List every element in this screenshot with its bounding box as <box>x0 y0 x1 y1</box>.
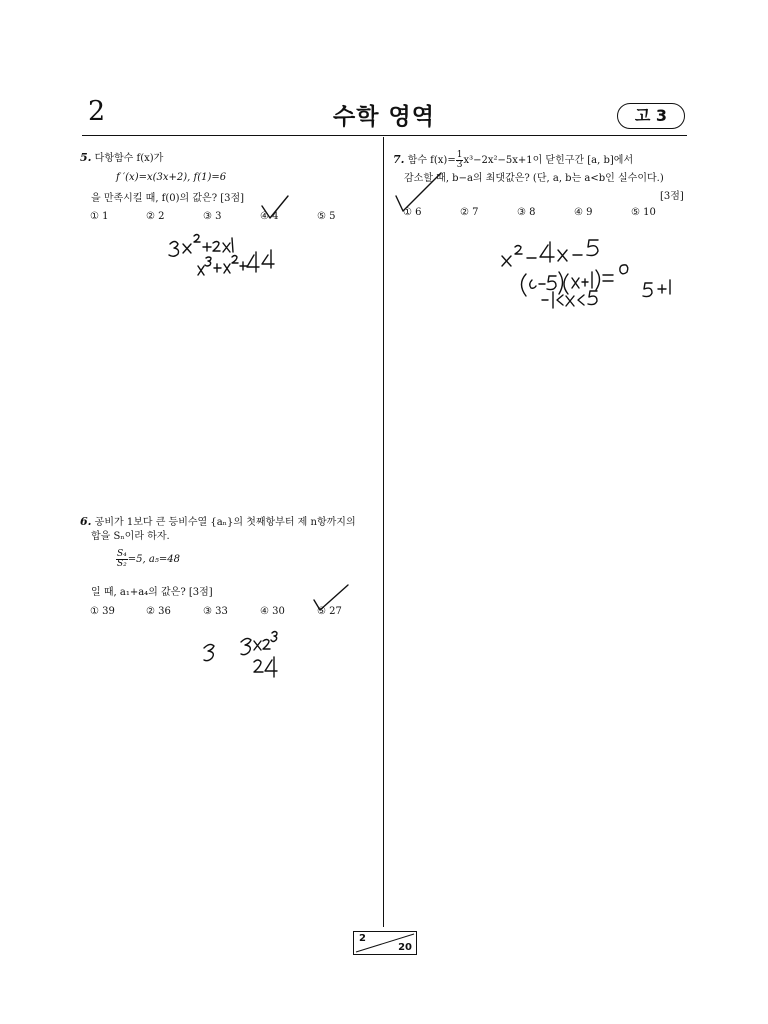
question-6-stem <box>80 515 356 530</box>
column-divider <box>383 137 384 927</box>
question-7-choices <box>403 207 683 221</box>
question-5-choices <box>90 211 370 225</box>
question-5-stem <box>80 151 163 166</box>
question-7-stem <box>393 151 633 170</box>
q5-handwriting-line1 <box>169 235 233 257</box>
header-divider <box>82 135 687 136</box>
q7-handwriting-side <box>643 280 670 297</box>
choice-4[interactable]: ④ 9 <box>574 207 593 218</box>
choice-5[interactable]: ⑤ 10 <box>631 207 656 218</box>
choice-4[interactable]: ④ 30 <box>260 606 285 617</box>
choice-4[interactable]: ④ 4 <box>260 211 279 222</box>
fraction-denominator: S₂ <box>117 559 127 569</box>
q5-handwriting-line2 <box>198 250 274 275</box>
question-5-stem-text: 다항함수 f(x)가 <box>94 153 164 164</box>
choice-5[interactable]: ⑤ 27 <box>317 606 342 617</box>
question-6-fraction <box>116 550 128 569</box>
question-7-number: 7. <box>393 153 405 166</box>
question-7-stem-pre: 함수 f(x)= <box>407 155 456 166</box>
choice-1[interactable]: ① 6 <box>403 207 422 218</box>
q7-handwriting-line2 <box>522 265 628 296</box>
fraction-denominator: 3 <box>456 160 463 170</box>
page-number: 2 <box>88 96 106 127</box>
question-6-stem-line2: 합을 Sₙ이라 하자. <box>91 531 170 542</box>
page-title: 수학 영역 <box>333 104 435 130</box>
question-6-ask: 일 때, a₁+a₄의 값은? [3점] <box>91 587 213 598</box>
question-5-condition: f ′(x)=x(3x+2), f(1)=6 <box>116 172 227 183</box>
question-6-choices <box>90 606 370 620</box>
choice-2[interactable]: ② 36 <box>146 606 171 617</box>
grade-badge: 고 3 <box>617 103 685 129</box>
choice-2[interactable]: ② 2 <box>146 211 165 222</box>
question-5-number: 5. <box>80 151 92 164</box>
choice-1[interactable]: ① 39 <box>90 606 115 617</box>
choice-1[interactable]: ① 1 <box>90 211 109 222</box>
current-page: 2 <box>359 933 366 944</box>
question-5-ask: 을 만족시킬 때, f(0)의 값은? [3점] <box>91 193 245 204</box>
question-7-stem-post: x³−2x²−5x+1이 닫힌구간 [a, b]에서 <box>463 155 634 166</box>
choice-3[interactable]: ③ 8 <box>517 207 536 218</box>
question-6-number: 6. <box>80 515 92 528</box>
fraction-numerator: 1 <box>456 150 463 160</box>
q7-handwriting-line3 <box>542 291 597 308</box>
choice-3[interactable]: ③ 33 <box>203 606 228 617</box>
choice-5[interactable]: ⑤ 5 <box>317 211 336 222</box>
q6-handwriting <box>204 632 277 678</box>
question-7-line2: 감소할 때, b−a의 최댓값은? (단, a, b는 a<b인 실수이다.) <box>404 173 664 184</box>
fraction-numerator: S₄ <box>117 549 127 559</box>
question-6-stem-line1: 공비가 1보다 큰 등비수열 {aₙ}의 첫째항부터 제 n항까지의 <box>94 517 356 528</box>
page-indicator <box>353 931 417 955</box>
choice-3[interactable]: ③ 3 <box>203 211 222 222</box>
question-6-condition-rest: =5, a₅=48 <box>127 554 180 565</box>
q7-handwriting-line1 <box>502 240 598 266</box>
total-pages: 20 <box>398 942 412 953</box>
choice-2[interactable]: ② 7 <box>460 207 479 218</box>
question-7-points: [3점] <box>660 191 684 202</box>
question-6-condition <box>116 550 180 569</box>
